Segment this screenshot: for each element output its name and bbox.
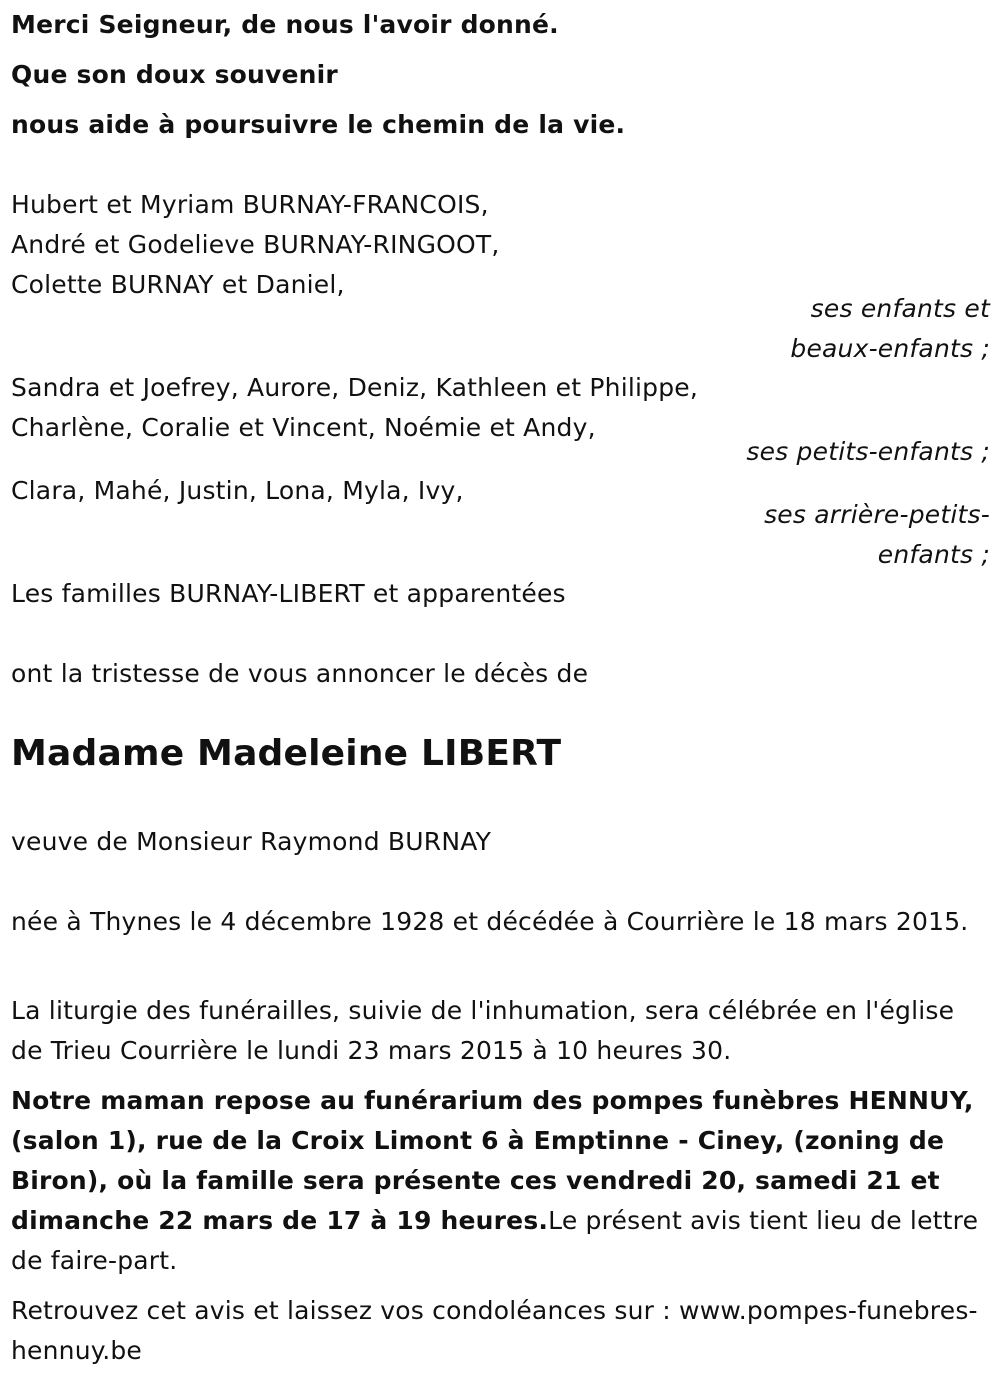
grandchild-names-2: Charlène, Coralie et Vincent, Noémie et Andy, bbox=[11, 413, 596, 442]
great-grandchildren-role-line-2: enfants ; bbox=[877, 540, 990, 569]
prayer-line-3: nous aide à poursuivre le chemin de la vie. bbox=[11, 110, 626, 139]
funerarium-paragraph bbox=[11, 1081, 991, 1281]
funerarium-regular-text: Le présent avis tient lieu de lettre de faire-part. bbox=[11, 1206, 979, 1275]
children-role-line-2: beaux-enfants ; bbox=[790, 334, 990, 363]
birth-death-paragraph bbox=[11, 902, 991, 942]
families-line: Les familles BURNAY-LIBERT et apparentées bbox=[11, 579, 566, 608]
child-name-3: Colette BURNAY et Daniel, bbox=[11, 270, 345, 299]
prayer-line-2: Que son doux souvenir bbox=[11, 60, 338, 89]
condolences-paragraph bbox=[11, 1291, 991, 1371]
great-grandchildren-role-line-1: ses arrière-petits- bbox=[764, 500, 990, 529]
liturgy-text: La liturgie des funérailles, suivie de l'inhumation, sera célébrée en l'église de Trieu Courrière le lundi 23 mars 2015 à 10 heures 30. bbox=[11, 996, 955, 1065]
great-grandchild-names: Clara, Mahé, Justin, Lona, Myla, Ivy, bbox=[11, 476, 464, 505]
condolences-text: Retrouvez cet avis et laissez vos condoléances sur : www.pompes-funebres-hennuy.be bbox=[11, 1296, 978, 1365]
grandchildren-role: ses petits-enfants ; bbox=[746, 437, 990, 466]
announcement-line: ont la tristesse de vous annoncer le décès de bbox=[11, 659, 589, 688]
funerarium-bold-text: Notre maman repose au funérarium des pompes funèbres HENNUY, (salon 1), rue de la Croix Limont 6 à Emptinne - Ciney, (zoning de Biron), où la famille sera présente ces vendredi 20, samedi 21 et dimanche 22 mars de 17 à 19 heures. bbox=[11, 1086, 974, 1235]
prayer-line-1: Merci Seigneur, de nous l'avoir donné. bbox=[11, 10, 559, 39]
liturgy-paragraph bbox=[11, 991, 991, 1071]
birth-death-text: née à Thynes le 4 décembre 1928 et décédée à Courrière le 18 mars 2015. bbox=[11, 907, 969, 936]
children-role-line-1: ses enfants et bbox=[810, 294, 990, 323]
child-name-1: Hubert et Myriam BURNAY-FRANCOIS, bbox=[11, 190, 489, 219]
widow-of-line: veuve de Monsieur Raymond BURNAY bbox=[11, 827, 492, 856]
child-name-2: André et Godelieve BURNAY-RINGOOT, bbox=[11, 230, 500, 259]
deceased-name: Madame Madeleine LIBERT bbox=[11, 733, 562, 774]
grandchild-names-1: Sandra et Joefrey, Aurore, Deniz, Kathleen et Philippe, bbox=[11, 373, 699, 402]
